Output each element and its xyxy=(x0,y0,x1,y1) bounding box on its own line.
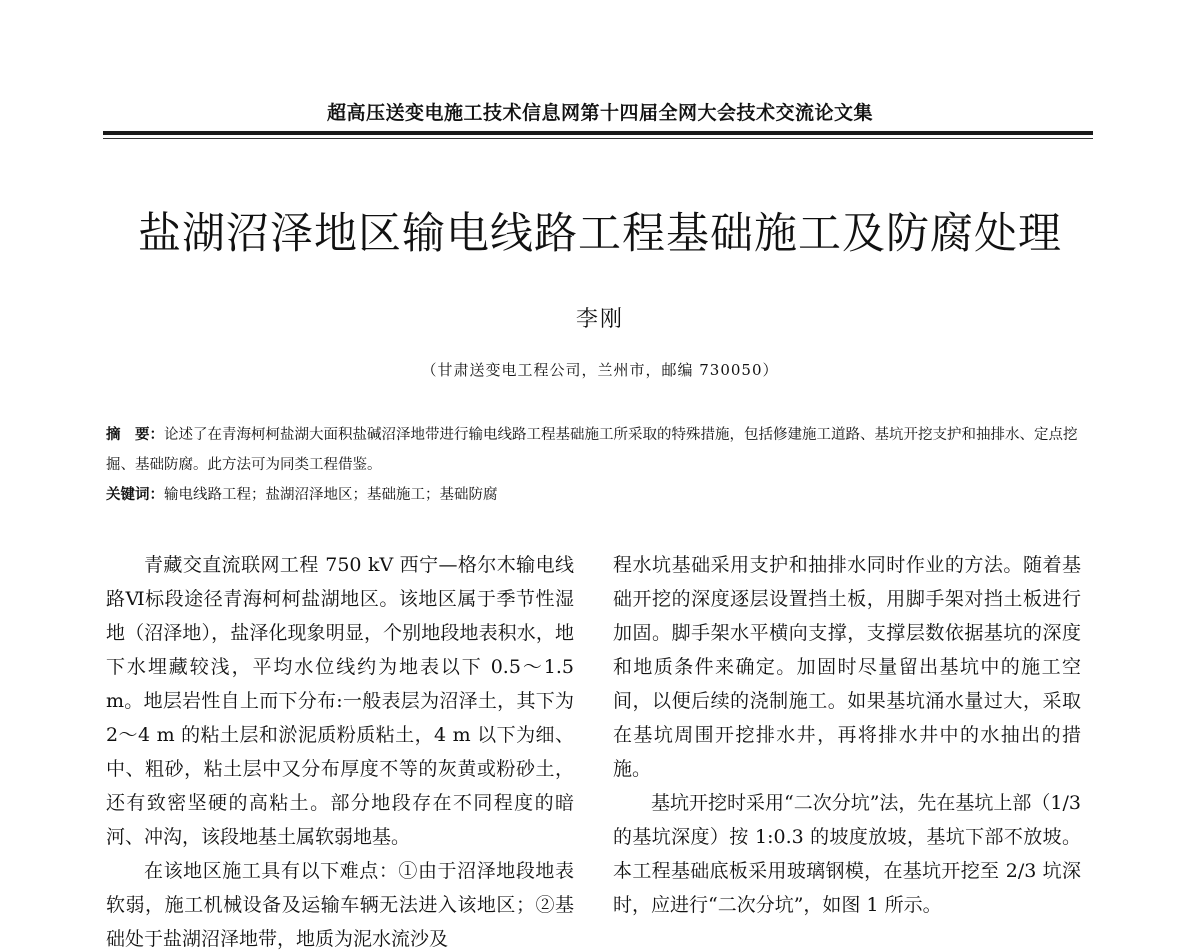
header-rule-thin xyxy=(103,138,1093,139)
abstract-label: 摘 要： xyxy=(106,427,164,443)
body-paragraph: 在该地区施工具有以下难点：①由于沼泽地段地表软弱，施工机械设备及运输车辆无法进入该地区；②基础处于盐湖沼泽地带，地质为泥水流沙及 xyxy=(106,860,574,950)
paper-title: 盐湖沼泽地区输电线路工程基础施工及防腐处理 xyxy=(138,209,1062,259)
body-paragraph: 程水坑基础采用支护和抽排水同时作业的方法。随着基础开挖的深度逐层设置挡土板，用脚手架对挡土板进行加固。脚手架水平横向支撑，支撑层数依据基坑的深度和地质条件来确定。加固时尽量留出基坑中的施工空间，以便后续的浇制施工。如果基坑涌水量过大，采取在基坑周围开挖排水井，再将排水井中的水抽出的措施。 xyxy=(613,554,1081,780)
body-paragraph: 基坑开挖时采用“二次分坑”法，先在基坑上部（1/3 的基坑深度）按 1:0.3 的坡度放坡，基坑下部不放坡。本工程基础底板采用玻璃钢模，在基坑开挖至 2/3 坑深时，应进行“二次分坑”，如图 1 所示。 xyxy=(613,792,1082,916)
author-affiliation: （甘肃送变电工程公司，兰州市，邮编 730050） xyxy=(421,361,779,379)
abstract-text: 论述了在青海柯柯盐湖大面积盐碱沼泽地带进行输电线路工程基础施工所采取的特殊措施，包括修建施工道路、基坑开挖支护和抽排水、定点挖掘、基础防腐。此方法可为同类工程借鉴。 xyxy=(106,427,1078,473)
keywords-label: 关键词： xyxy=(106,487,164,503)
running-header: 超高压送变电施工技术信息网第十四届全网大会技术交流论文集 xyxy=(326,102,873,124)
keywords xyxy=(106,480,1086,510)
body-column-right xyxy=(613,548,1081,922)
header-rule-thick xyxy=(103,131,1093,135)
body-paragraph: 青藏交直流联网工程 750 kV 西宁—格尔木输电线路Ⅵ标段途径青海柯柯盐湖地区。该地区属于季节性湿地（沼泽地），盐泽化现象明显，个别地段地表积水，地下水埋藏较浅，平均水位线约为地表以下 0.5～1.5 m。地层岩性自上而下分布:一般表层为沼泽土，其下为 2～4 m 的粘土层和淤泥质粉质粘土，4 m 以下为细、中、粗砂，粘土层中又分布厚度不等的灰黄或粉砂土，还有致密坚硬的高粘土。部分地段存在不同程度的暗河、冲沟，该段地基土属软弱地基。 xyxy=(106,554,574,848)
body-column-left xyxy=(106,548,574,952)
author-name: 李刚 xyxy=(575,307,624,332)
abstract xyxy=(106,420,1086,480)
keywords-text: 输电线路工程；盐湖沼泽地区；基础施工；基础防腐 xyxy=(164,487,498,503)
